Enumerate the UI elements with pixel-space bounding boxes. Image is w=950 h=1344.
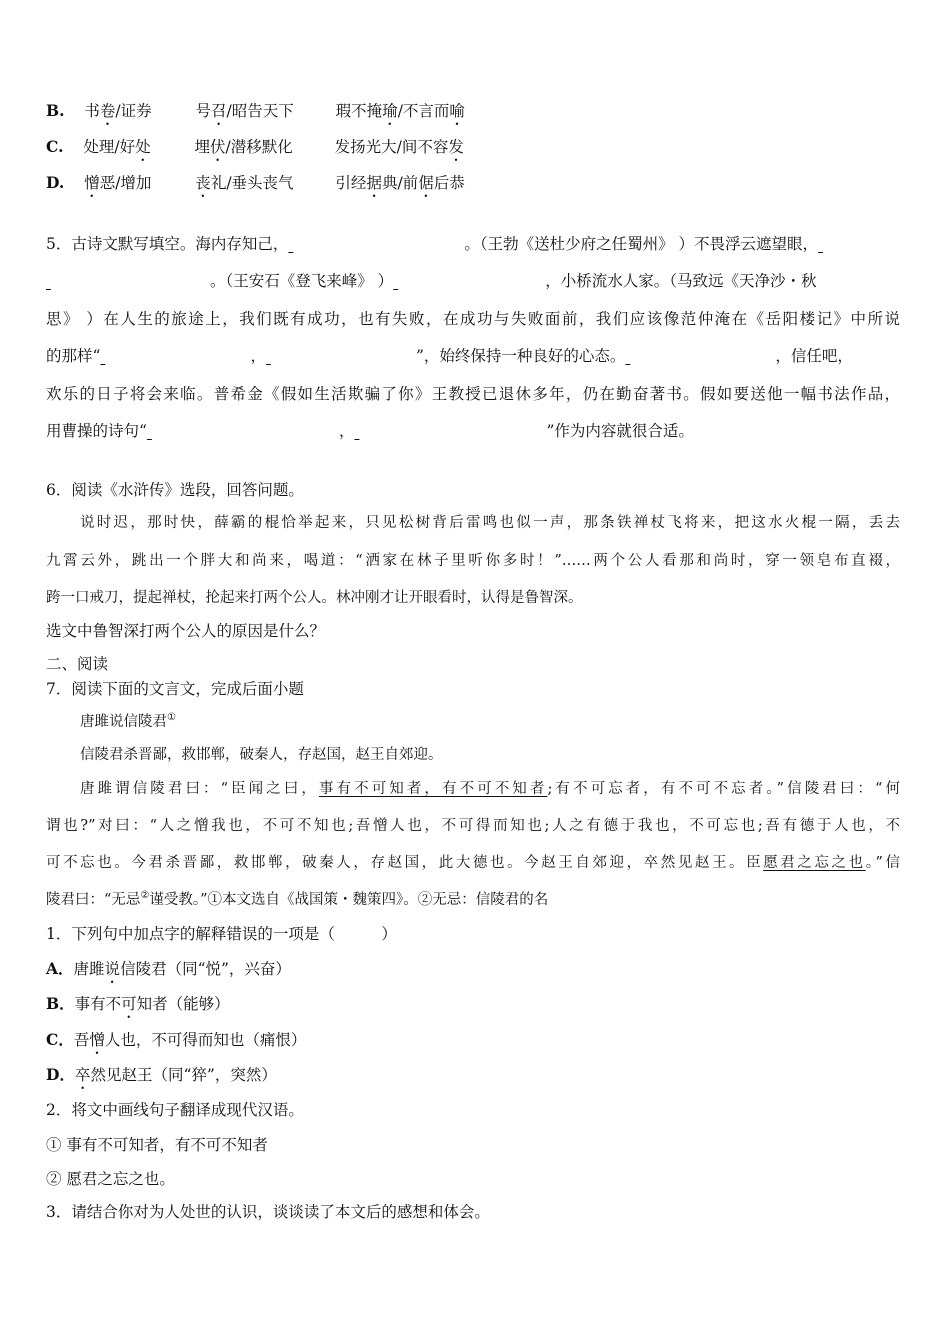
option-label: D.: [46, 173, 65, 192]
dotted-char: 据: [366, 174, 382, 192]
q7-passage-heading: [80, 712, 176, 732]
option-text: /不言而: [397, 102, 450, 120]
dotted-char: 倨: [418, 174, 434, 192]
dotted-char: 召: [211, 102, 227, 120]
q5-line-3: 思》 ）在人生的旅途上，我们既有成功，也有失败，在成功与失败面前，我们应该像范仲淹在《岳阳楼记》中所说: [46, 310, 900, 328]
dotted-char: 说: [104, 960, 121, 978]
q5-text: ”，始终保持一种良好的心态。: [415, 347, 626, 365]
q7-sub1: 1．下列句中加点字的解释错误的一项是（ ）: [46, 925, 397, 943]
passage-text: 可不忘也。今君杀晋鄙，救邯郸，破秦人，存赵国，此大德也。今赵王自郊迎，卒然见赵王。臣: [46, 855, 764, 871]
option-text: 典/前: [381, 174, 419, 192]
dotted-char: 丧: [195, 174, 211, 192]
dotted-char: 喻: [449, 102, 465, 120]
q7-title: 7．阅读下面的文言文，完成后面小题: [46, 680, 304, 698]
passage-text: 唐雎谓信陵君曰：“臣闻之曰，: [80, 781, 319, 797]
dotted-char: 伏: [209, 138, 226, 156]
passage-title: 唐雎说信陵君: [80, 714, 167, 730]
option-text: 知者（能够）: [136, 995, 230, 1013]
q7-passage-line-1: 信陵君杀晋鄙，救邯郸，破秦人，存赵国，赵王自郊迎。: [80, 747, 443, 763]
option-label: D．: [46, 1065, 75, 1084]
option-text: /潜移默化: [225, 138, 293, 156]
q7-option-d: [46, 1065, 277, 1093]
option-text: 书: [84, 102, 100, 120]
q6-passage-line-2: 九霄云外，跳出一个胖大和尚来，喝道：“洒家在林子里听你多时！”……两个公人看那和尚时，穿一领皂布直裰，: [46, 553, 900, 569]
q7-option-c: [46, 1030, 306, 1058]
q5-text: ，: [250, 347, 266, 365]
q5-line-5: 欢乐的日子将会来临。普希金《假如生活欺骗了你》王教授已退休多年，仍在勤奋著书。假如要送他一幅书法作品，: [46, 385, 900, 403]
q5-line-6: [46, 421, 694, 441]
q7-passage-line-2: [80, 779, 900, 799]
dotted-char: 处: [135, 138, 151, 156]
q5-text: 的那样“: [46, 347, 101, 365]
option-text: 吾: [73, 1031, 90, 1049]
option-text: /昭告天下: [226, 102, 294, 120]
q5-text: ”作为内容就很合适。: [546, 422, 694, 440]
option-text: 恶/增加: [99, 174, 152, 192]
passage-text: 。”信: [865, 855, 901, 871]
q7-sub2: 2．将文中画线句子翻译成现代汉语。: [46, 1101, 304, 1119]
q7-passage-line-4: [46, 853, 900, 873]
passage-text: 谨受教。”①本文选自《战国策・魏策四》。②无忌：信陵君的名: [149, 892, 549, 908]
q6-question: 选文中鲁智深打两个公人的原因是什么？: [46, 622, 326, 640]
q7-passage-line-3: 谓也?”对曰：“人之憎我也，不可不知也;吾憎人也，不可得而知也;人之有德于我也，不可忘也;吾有德于人也，不: [46, 818, 900, 834]
footnote-mark: ②: [140, 890, 150, 902]
option-text: 发扬光大/间不容: [334, 138, 449, 156]
q5-line-2: [46, 271, 816, 291]
underlined-sentence: 事有不可知者，有不可不知者: [318, 781, 548, 797]
section-heading: 二、阅读: [46, 655, 109, 673]
q5-text: ，信任吧，: [775, 347, 853, 365]
dotted-char: 憎: [84, 174, 100, 192]
option-text: 埋: [194, 138, 210, 156]
q6-title: 6．阅读《水浒传》选段，回答问题。: [46, 481, 304, 499]
q5-text: ，小桥流水人家。（马致远《天净沙・秋: [545, 272, 817, 290]
option-text: 人也，不可得而知也（痛恨）: [104, 1031, 307, 1049]
option-text: 事有不: [74, 995, 122, 1013]
option-label: B．: [46, 994, 75, 1013]
q5-text: 5．古诗文默写填空。海内存知己，: [46, 235, 289, 253]
dotted-char: 瑜: [382, 102, 398, 120]
option-label: A．: [46, 959, 74, 978]
dotted-char: 憎: [89, 1031, 105, 1049]
option-label: C．: [46, 1030, 74, 1049]
q7-option-a: [46, 959, 291, 987]
option-d-row: [46, 173, 465, 201]
q5-line-1: [46, 234, 844, 254]
option-label: B.: [46, 101, 65, 120]
option-text: 号: [195, 102, 212, 120]
option-text: 然见赵王（同“猝”，突然）: [90, 1066, 277, 1084]
underlined-sentence: 愿君之忘之也: [763, 855, 866, 871]
q5-text: 用曹操的诗句“: [46, 422, 147, 440]
option-label: C.: [46, 137, 64, 156]
dotted-char: 可: [121, 995, 137, 1013]
q7-passage-line-5: [46, 890, 548, 910]
option-text: 后恭: [433, 174, 465, 192]
q7-sub3: 3．请结合你对为人处世的认识，谈谈读了本文后的感想和体会。: [46, 1203, 490, 1221]
option-text: 瑕不掩: [335, 102, 383, 120]
option-b-row: [46, 101, 465, 129]
q5-text: 。（王安石《登飞来峰》 ）: [210, 272, 394, 290]
option-text: 信陵君（同“悦”，兴奋）: [120, 960, 291, 978]
q7-option-b: [46, 994, 230, 1022]
dotted-char: 卒: [74, 1066, 91, 1084]
q5-line-4: [46, 346, 853, 366]
option-text: /证券: [115, 102, 152, 120]
dotted-char: 发: [448, 138, 464, 156]
option-text: 处理/好: [83, 138, 136, 156]
q7-sub2-item-1: ① 事有不可知者，有不可不知者: [46, 1136, 268, 1154]
q5-text: ，: [338, 422, 355, 440]
q5-text: 。（王勃《送杜少府之任蜀州》 ）不畏浮云遮望眼，: [464, 235, 819, 253]
passage-text: ;有不可忘者，有不可不忘者。”信陵君曰：“何: [547, 781, 900, 797]
q6-passage-line-1: 说时迟，那时快，薛霸的棍恰举起来，只见松树背后雷鸣也似一声，那条铁禅杖飞将来，把这水火棍一隔，丢去: [80, 515, 900, 531]
option-text: 唐雎: [73, 960, 105, 978]
option-text: 引经: [335, 174, 367, 192]
footnote-mark: ①: [167, 712, 176, 724]
option-text: 礼/垂头丧气: [210, 174, 294, 192]
q6-passage-line-3: 跨一口戒刀，提起禅杖，抡起来打两个公人。林冲刚才让开眼看时，认得是鲁智深。: [46, 590, 583, 606]
option-c-row: [46, 137, 464, 165]
passage-text: 陵君曰：“无忌: [46, 892, 141, 908]
q7-sub2-item-2: ② 愿君之忘之也。: [46, 1170, 175, 1188]
dotted-char: 卷: [99, 102, 116, 120]
